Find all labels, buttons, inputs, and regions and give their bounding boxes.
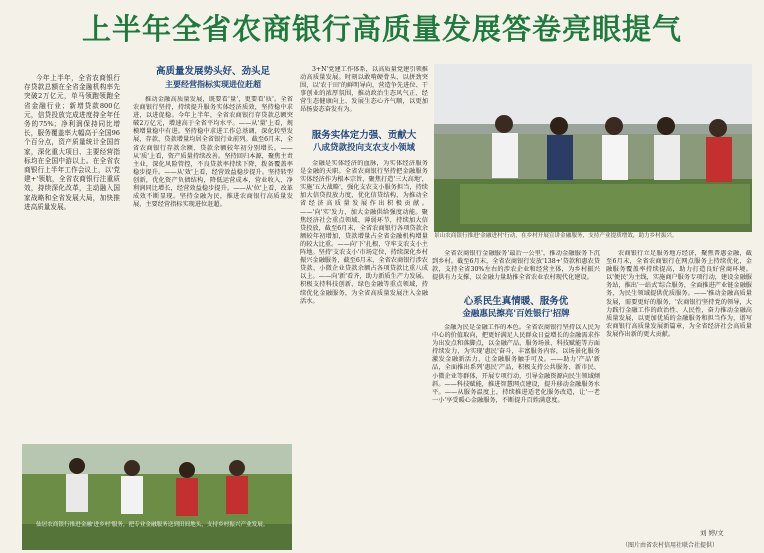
column-5-body [606, 250, 752, 512]
lead-text: 今年上半年，全省农商银行存贷款总额在全省金融机构率先突破2万亿元，单马领跑领跑全省金融行业；新增贷款800亿元，信贷投放完成进度持全年任务的75%；净利润保持同比增长，服务覆盖率大幅高于全国96个百分点，资产质量统计全国首家，深化重大项目、主要经营指标均在全国中游以上。在全省农商银行上半年工作会议上，以'党建+'领航，全省农商银行注重质效，持续深化改革，主动融入国家战略和全省发展大局，加快推进高质量发展。 [24, 74, 120, 211]
left-photo-caption: 仙居农商银行推进金融'进乡村'服务，把专业金融服务送到田间地头，支持乡村振兴产业发展。 [36, 522, 269, 528]
byline-source: （图片由省农村信用社联合社提供） [622, 542, 719, 549]
column-4-top [432, 250, 600, 294]
field-photo [22, 444, 292, 550]
farm-visit-photo [434, 64, 752, 232]
section-2-text: 金融是实体经济的血脉，为实体经济服务是金融的天职。全省农商银行坚持把金融服务实体经济作为根本宗旨，聚焦打造'三大高地'，实施'五大战略'，强化支农支小服务担当，持续加大信贷投放力度，优化信贷结构，为推动全省经济高质量发展作出积极贡献。——'向'实'发力，加大金融供给强度动能。聚焦经济社会重点领域、薄弱环节，持续加大信贷投放，截至6月末，全省农商银行各项贷款余额较年初增加，贷款增量占全省金融机构增量的较大比重。——向'下'扎根，守牢支农支小主阵地。坚持'支农支小'市场定位，持续深化乡村振兴金融服务，截至6月末，全省农商银行涉农贷款、小微企业贷款余额占各项贷款比重八成以上。——向'新'看齐，助力新质生产力发展。积极支持科技创新、绿色金融等重点领域，持续优化金融服务，为全省高质量发展注入金融活水。 [300, 160, 428, 305]
farm-visit-illustration [434, 64, 752, 232]
section-2-subheading: 八成贷款投向支农支小领域 [312, 143, 415, 153]
column-5-text: 农商银行立足服务地方经济，聚焦普惠金融，截至6月末，全省农商银行在网点服务上持续优化，金融服务覆盖率持续提高，助力打造良好营商环境。以'便民'为主线，实施商户服务专项行动，建设金融服务站，推出'一站式'综合服务，全面推进产业链金融服务，为民生领域提供优质服务。——'推动金融高质量发展，需要更好的服务，'农商银行坚持党的领导，大力践行金融工作的政治性、人民性，奋力推动金融高质量发展，以更加优质的金融服务和担当作为，谱写农商银行高质量发展新篇章，为全省经济社会高质量发展作出新的更大贡献。 [606, 250, 752, 338]
section-2-body [300, 160, 428, 540]
section-2-heading: 服务实体定力强、贡献大 [311, 130, 417, 141]
headline: 上半年全省农商银行高质量发展答卷亮眼提气 [81, 11, 682, 46]
column-3-top [300, 66, 428, 126]
section-1-text: 推动金融高质量发展，既要看'量'，更要看'质'。全省农商银行坚持，持续提升服务实体经济质效，坚持稳中求进，以进促稳。今年上半年，全省农商银行存贷款总额突破2万亿元，增速高于全省平均水平。——从'量'上看，规模增量稳中有进。坚持稳中求进工作总基调，深化转型发展，存款、贷款增量均居全省银行业前列。截至6月末，全省农商银行存款余额、贷款余额较年初分别增长。——从'质'上看，资产质量持续改善。坚持回归本源，聚焦主责主业，深化风险管控，不良贷款率持续下降，拨备覆盖率稳步提升。——从'效'上看，经营效益稳步提升。坚持转型创新，优化资产负债结构，降低运营成本，营业收入、净利润同比增长，经营效益稳步提升。——从'位'上看，改革成效不断显现。坚持金融为民，推进农商银行高质量发展，主要经营指标实现进位赶超。 [133, 96, 293, 209]
lead-paragraph [24, 74, 120, 404]
right-photo-caption: 景山农商银行推进'金融进村'行动，在乡村开展宣讲金融服务，支持产业提质增效，助力乡村振兴。 [434, 233, 678, 239]
section-3-subheading: 金融惠民擦亮'百姓银行'招牌 [462, 309, 570, 319]
section-1-heading: 高质量发展势头好、劲头足 [155, 66, 270, 77]
section-1-subheading: 主要经营指标实现进位赶超 [165, 80, 261, 89]
section-3-heading: 心系民生真情暖、服务优 [463, 296, 569, 307]
field-illustration [22, 444, 292, 550]
section-1-body [133, 96, 293, 446]
column-4-top-text: 全省农商银行金融服务'最后一公里'，推动金融服务下沉到乡村。截至6月末，全省农商银行发放'138+'贷款和惠农贷款，支持全省30%左右的涉农企业和经营主体，为乡村振兴提供有力支撑，以金融力量助推全省农业农村现代化建设。 [432, 250, 600, 282]
column-3-top-text: 3+N'党建工作体系，以高质量党建引领推动高质量发展。时刻以敢啃硬骨头、以拼劲突围，以'农于田'的鲜明导向，营造争先进位、干事创业的浓厚氛围，推动政治生态风气正、经营生态健康向上、发展生态心齐气顺，以更加昂扬姿态奋发有为。 [300, 66, 428, 114]
byline-author: 刘 婷/文 [700, 529, 724, 537]
section-3-body [432, 324, 600, 540]
section-3-text: 金融为民是金融工作的本色。全省农商银行坚持以人民为中心的价值取向，把更好满足人民群众日益增长的金融需求作为出发点和落脚点，以金融产品、服务场景、科技赋能等方面持续发力，为实现'惠民'奋斗，丰富服务内容，以场景化服务激发金融新活力，让金融服务触手可及。——助力'产品'新品，全面推出系列'惠民'产品，积极支持公共服务、新市民、小微企业等群体，开展专项行动，引导金融资源向民生领域倾斜。——科技赋能，推进智慧网点建设，提升移动金融服务水平。——从服务温度上，持续推进适老化服务改造，让'一老一小'享受暖心金融服务，不断提升百姓满意度。 [432, 324, 600, 404]
